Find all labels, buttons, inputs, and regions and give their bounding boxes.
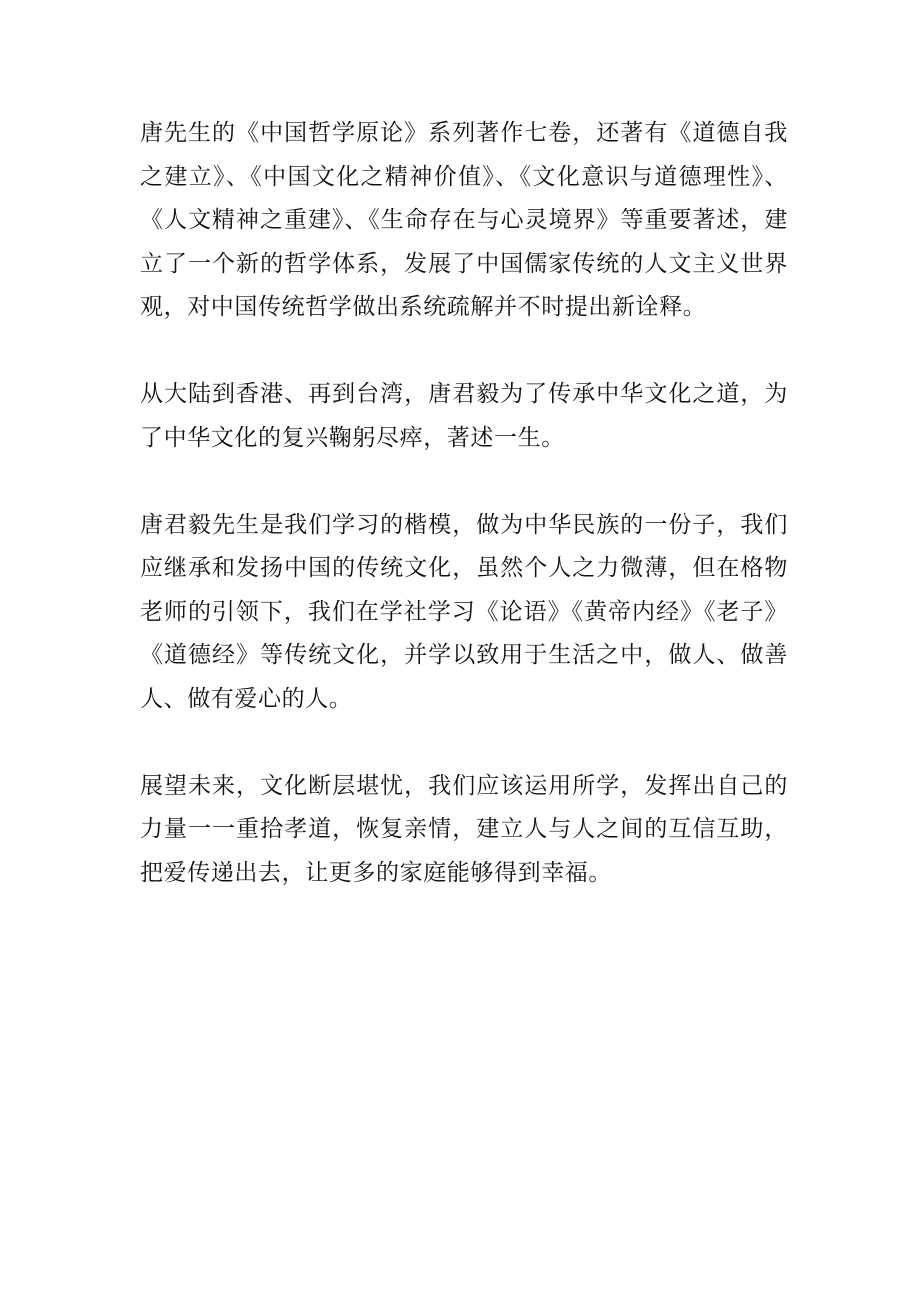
- paragraph-1: 唐先生的《中国哲学原论》系列著作七卷，还著有《道德自我之建立》、《中国文化之精神价值》、《文化意识与道德理性》、《人文精神之重建》、《生命存在与心灵境界》等重要著述，建立了一个新的哲学体系，发展了中国儒家传统的人文主义世界观，对中国传统哲学做出系统疏解并不时提出新诠释。: [140, 120, 788, 320]
- paragraph-3: 唐君毅先生是我们学习的楷模，做为中华民族的一份子，我们应继承和发扬中国的传统文化，虽然个人之力微薄，但在格物老师的引领下，我们在学社学习《论语》《黄帝内经》《老子》《道德经》等传统文化，并学以致用于生活之中，做人、做善人、做有爱心的人。: [140, 511, 788, 712]
- paragraph-4: 展望未来，文化断层堪忧，我们应该运用所学，发挥出自己的力量一一重拾孝道，恢复亲情，建立人与人之间的互信互助，把爱传递出去，让更多的家庭能够得到幸福。: [140, 772, 788, 886]
- paragraph-2: 从大陆到香港、再到台湾，唐君毅为了传承中华文化之道，为了中华文化的复兴鞠躬尽瘁，著述一生。: [140, 381, 788, 451]
- document-body: [140, 112, 788, 895]
